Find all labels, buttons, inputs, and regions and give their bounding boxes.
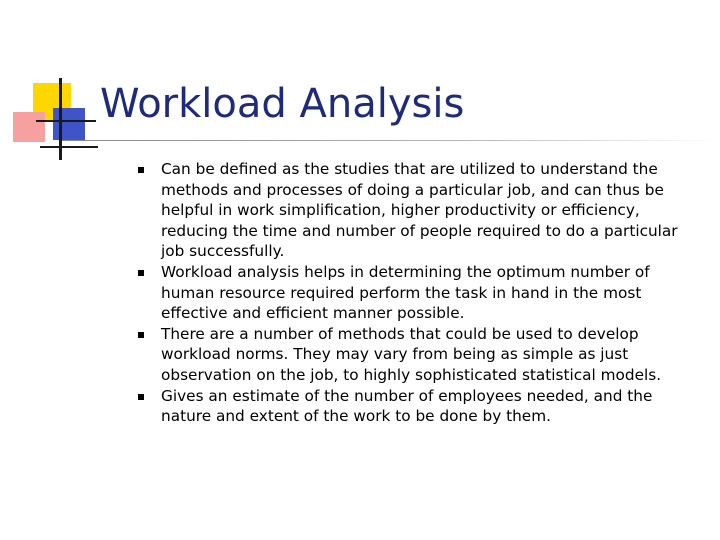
square-bullet-icon xyxy=(138,394,144,400)
title-underline xyxy=(62,140,720,141)
bullet-text: There are a number of methods that could be used to develop workload norms. They may vary from being as simple as just observation on the job, to highly sophisticated statistical models. xyxy=(161,324,662,384)
bullet-item xyxy=(135,262,705,324)
bullet-item xyxy=(135,386,705,427)
bullet-text: Can be defined as the studies that are utilized to understand the methods and processes of doing a particular job, and can thus be helpful in work simplification, higher productivity or efficiency, reducing the time and number of people required to do a particular job successfully. xyxy=(161,160,678,261)
bullet-list xyxy=(135,159,705,427)
bullet-text: Gives an estimate of the number of employees needed, and the nature and extent of the work to be done by them. xyxy=(161,386,653,426)
bullet-text: Workload analysis helps in determining the optimum number of human resource required perform the task in hand in the most effective and efficient manner possible. xyxy=(161,262,650,323)
decorative-logo xyxy=(0,0,110,170)
bullet-item xyxy=(135,159,705,262)
logo-blue-square xyxy=(53,108,85,140)
logo-red-square xyxy=(13,112,45,142)
square-bullet-icon xyxy=(138,167,144,173)
square-bullet-icon xyxy=(138,332,144,338)
square-bullet-icon xyxy=(138,270,144,276)
bullet-item xyxy=(135,324,705,386)
slide-title: Workload Analysis xyxy=(100,81,465,127)
logo-horizontal-line xyxy=(36,120,96,122)
logo-horizontal-line-lower xyxy=(40,146,98,148)
